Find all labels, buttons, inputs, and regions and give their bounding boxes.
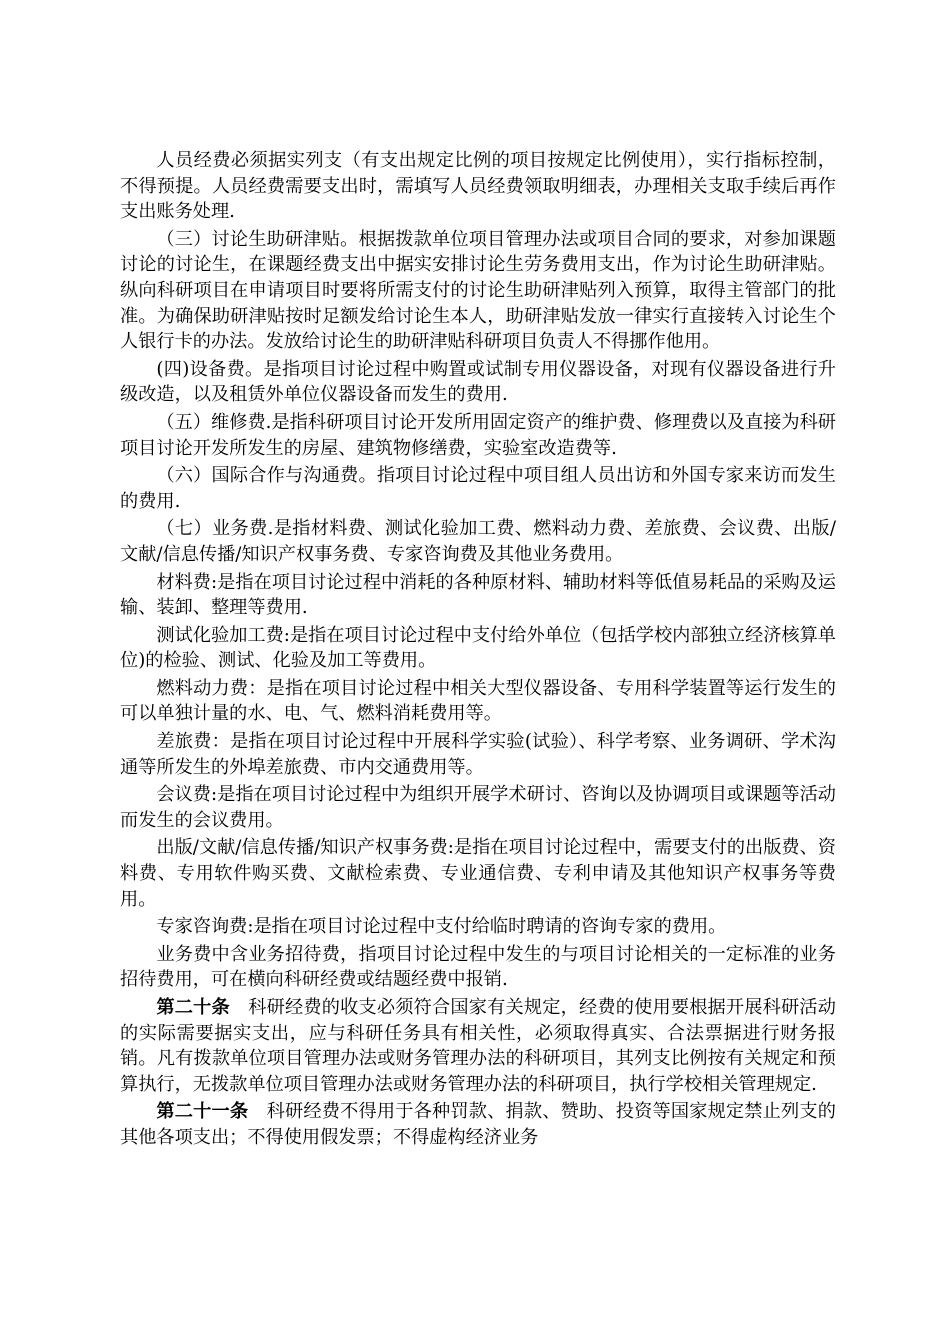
article-21 [120, 1099, 836, 1150]
document-body [120, 148, 836, 1151]
paragraph-travel-cost [120, 729, 836, 780]
paragraph-fuel-power-cost [120, 676, 836, 727]
article-heading: 第二十条 [156, 997, 230, 1018]
paragraph-text: 燃料动力费：是指在项目讨论过程中相关大型仪器设备、专用科学装置等运行发生的可以单独计量的水、电、气、燃料消耗费用等。 [120, 677, 836, 725]
paragraph-testing-cost [120, 623, 836, 674]
paragraph-business-cost [120, 516, 836, 567]
paragraph-meeting-cost [120, 782, 836, 833]
article-text: 科研经费不得用于各种罚款、捐款、赞助、投资等国家规定禁止列支的其他各项支出；不得使用假发票；不得虚构经济业务 [120, 1101, 836, 1148]
paragraph-text: 出版/文献/信息传播/知识产权事务费:是指在项目讨论过程中，需要支付的出版费、资料费、专用软件购买费、文献检索费、专业通信费、专利申请及其他知识产权事务等费用。 [120, 837, 836, 910]
article-heading: 第二十一条 [156, 1101, 249, 1123]
paragraph-text: （七）业务费.是指材料费、测试化验加工费、燃料动力费、差旅费、会议费、出版/文献/信息传播/知识产权事务费、专家咨询费及其他业务费用。 [120, 518, 836, 565]
paragraph-text: 专家咨询费:是指在项目讨论过程中支付给临时聘请的咨询专家的费用。 [156, 916, 727, 938]
paragraph-international-cooperation [120, 463, 836, 514]
paragraph-text: 业务费中含业务招待费，指项目讨论过程中发生的与项目讨论相关的一定标准的业务招待费用，可在横向科研经费或结题经费中报销. [120, 943, 836, 991]
paragraph-equipment-cost [120, 357, 836, 408]
paragraph-text: （五）维修费.是指科研项目讨论开发所用固定资产的维护费、修理费以及直接为科研项目讨论开发所发生的房屋、建筑物修缮费，实验室改造费等. [120, 411, 836, 459]
paragraph-text: 会议费:是指在项目讨论过程中为组织开展学术研讨、咨询以及协调项目或课题等活动而发生的会议费用。 [120, 784, 836, 831]
paragraph-text: 测试化验加工费:是指在项目讨论过程中支付给外单位（包括学校内部独立经济核算单位)的检验、测试、化验及加工等费用。 [120, 624, 836, 672]
article-20 [120, 995, 836, 1097]
paragraph-student-allowance [120, 227, 836, 355]
paragraph-maintenance-cost [120, 410, 836, 461]
paragraph-text: 人员经费必须据实列支（有支出规定比例的项目按规定比例使用），实行指标控制，不得预提。人员经费需要支出时，需填写人员经费领取明细表，办理相关支取手续后再作支出账务处理. [120, 150, 836, 223]
paragraph-publication-cost [120, 835, 836, 912]
paragraph-text: 差旅费：是指在项目讨论过程中开展科学实验(试验）、科学考察、业务调研、学术沟通等所发生的外埠差旅费、市内交通费用等。 [120, 731, 836, 778]
paragraph-material-cost [120, 570, 836, 621]
paragraph-business-entertainment [120, 942, 836, 993]
paragraph-text: 材料费:是指在项目讨论过程中消耗的各种原材料、辅助材料等低值易耗品的采购及运输、装卸、整理等费用. [120, 571, 836, 619]
paragraph-text: （三）讨论生助研津贴。根据拨款单位项目管理办法或项目合同的要求，对参加课题讨论的讨论生，在课题经费支出中据实安排讨论生劳务费用支出，作为讨论生助研津贴。纵向科研项目在申请项目时要将所需支付的讨论生助研津贴列入预算，取得主管部门的批准。为确保助研津贴按时足额发给讨论生本人，助研津贴发放一律实行直接转入讨论生个人银行卡的办法。发放给讨论生的助研津贴科研项目负责人不得挪作他用。 [120, 228, 836, 353]
paragraph-expert-consulting-cost [120, 914, 836, 940]
paragraph-personnel-cost [120, 148, 836, 225]
article-text: 科研经费的收支必须符合国家有关规定，经费的使用要根据开展科研活动的实际需要据实支出，应与科研任务具有相关性，必须取得真实、合法票据进行财务报销。凡有拨款单位项目管理办法或财务管理办法的科研项目，其列支比例按有关规定和预算执行，无拨款单位项目管理办法或财务管理办法的科研项目，执行学校相关管理规定. [120, 997, 836, 1095]
paragraph-text: （六）国际合作与沟通费。指项目讨论过程中项目组人员出访和外国专家来访而发生的费用. [120, 465, 836, 512]
paragraph-text: (四)设备费。是指项目讨论过程中购置或试制专用仪器设备，对现有仪器设备进行升级改造，以及租赁外单位仪器设备而发生的费用. [120, 358, 836, 406]
